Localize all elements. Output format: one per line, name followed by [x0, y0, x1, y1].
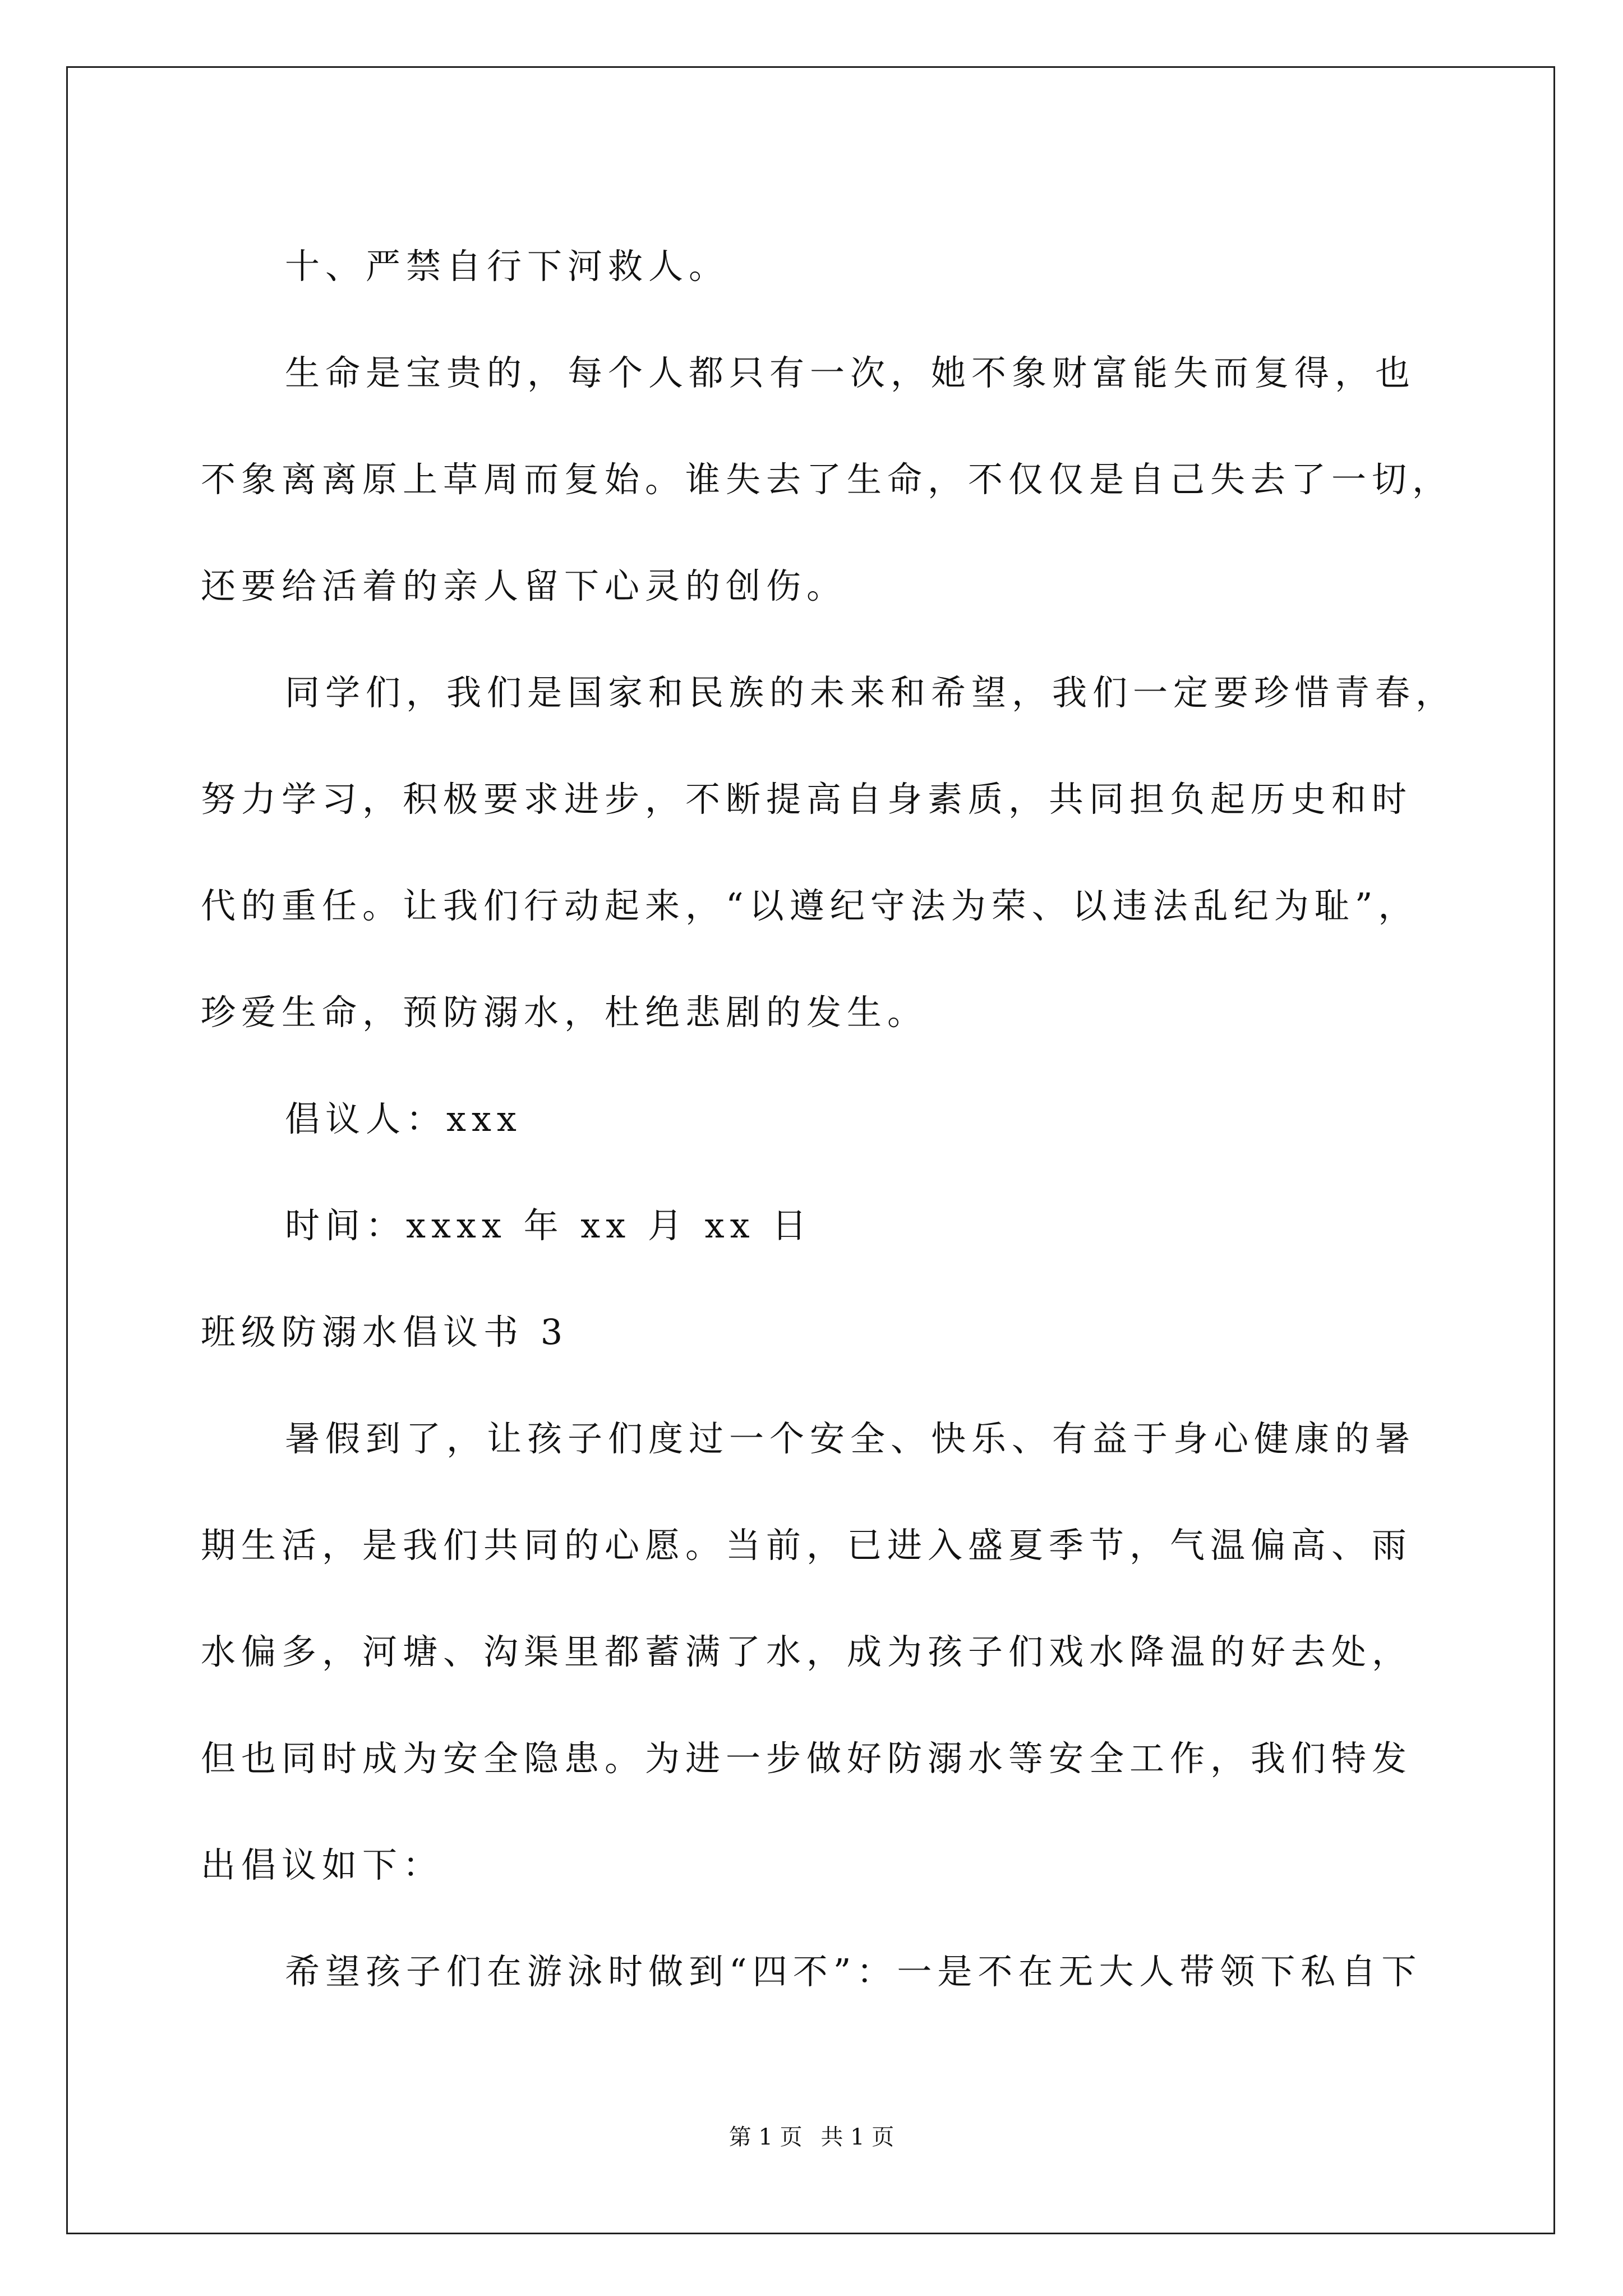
text-line: 暑假到了，让孩子们度过一个安全、快乐、有益于身心健康的暑: [285, 1418, 1416, 1459]
text-line: 期生活，是我们共同的心愿。当前，已进入盛夏季节，气温偏高、雨: [201, 1525, 1413, 1566]
page-footer: [0, 2119, 1623, 2151]
proposer-line: 倡议人：xxx: [285, 1098, 522, 1139]
text-line: 希望孩子们在游泳时做到“四不”：一是不在无大人带领下私自下: [285, 1951, 1422, 1992]
text-line: 不象离离原上草周而复始。谁失去了生命，不仅仅是自己失去了一切，: [201, 459, 1453, 500]
text-line: 但也同时成为安全隐患。为进一步做好防溺水等安全工作，我们特发: [201, 1738, 1413, 1779]
text-line: 还要给活着的亲人留下心灵的创伤。: [201, 565, 847, 606]
document-body: [201, 213, 1456, 2025]
text-line: 努力学习，积极要求进步，不断提高自身素质，共同担负起历史和时: [201, 779, 1413, 820]
text-line: 珍爱生命，预防溺水，杜绝悲剧的发生。: [201, 992, 928, 1033]
text-line: 生命是宝贵的，每个人都只有一次，她不象财富能失而复得，也: [285, 352, 1416, 393]
text-line: 代的重任。让我们行动起来，“以遵纪守法为荣、以违法乱纪为耻”，: [201, 885, 1419, 926]
page-number: 第 1 页: [728, 2124, 803, 2150]
section-title: 班级防溺水倡议书 3: [201, 1312, 569, 1352]
text-line: 水偏多，河塘、沟渠里都蓄满了水，成为孩子们戏水降温的好去处，: [201, 1631, 1413, 1672]
text-line: 十、严禁自行下河救人。: [285, 246, 730, 287]
text-line: 出倡议如下：: [201, 1844, 444, 1885]
page-total: 共 1 页: [820, 2124, 895, 2150]
text-line: 同学们，我们是国家和民族的未来和希望，我们一定要珍惜青春，: [285, 672, 1456, 713]
date-line: 时间：xxxx 年 xx 月 xx 日: [285, 1205, 813, 1246]
document-text: [201, 213, 1456, 2025]
